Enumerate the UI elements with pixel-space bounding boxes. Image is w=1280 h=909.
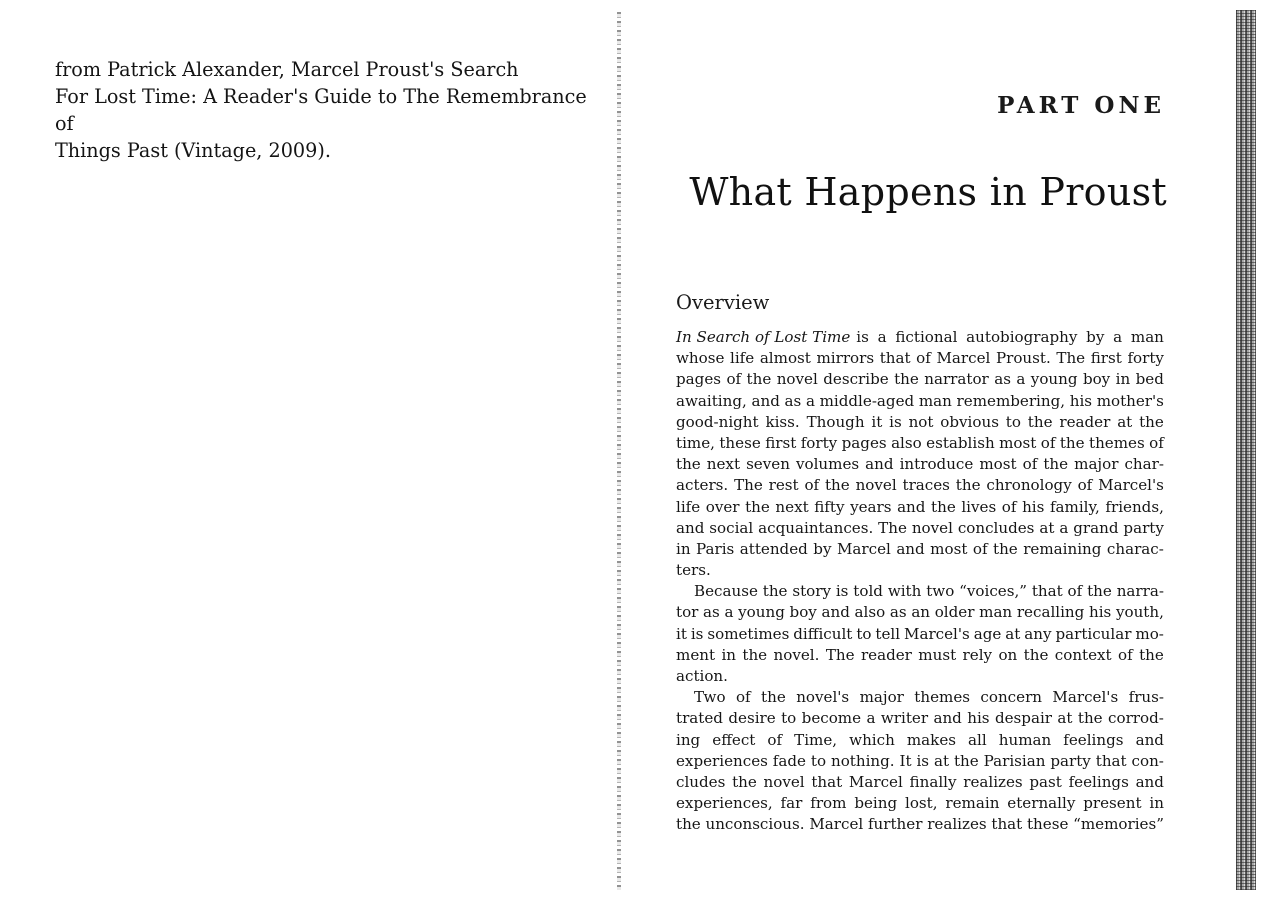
- word: man: [1130, 328, 1164, 346]
- word: at: [1117, 412, 1133, 431]
- word: most: [979, 455, 1017, 474]
- word: to: [781, 709, 797, 728]
- citation-note: [55, 56, 600, 164]
- word: eternally: [1007, 794, 1076, 813]
- word: the: [824, 476, 850, 495]
- word: of: [1040, 433, 1056, 452]
- text-line: [676, 814, 1164, 835]
- word: It: [899, 751, 912, 770]
- word: of: [1022, 455, 1038, 474]
- word: concludes: [957, 518, 1035, 537]
- word: describe: [823, 370, 889, 389]
- word: a: [1016, 370, 1026, 389]
- word: man: [918, 391, 952, 410]
- word: themes: [1089, 433, 1145, 452]
- word: mirrors: [816, 349, 875, 368]
- word: novel: [763, 772, 805, 791]
- word: rely: [962, 645, 993, 664]
- citation-line-3: Things Past (Vintage, 2009).: [55, 139, 331, 162]
- text-line: [676, 730, 1164, 751]
- word: finally: [909, 772, 957, 791]
- word: nothing.: [830, 751, 895, 770]
- word: major: [1074, 455, 1119, 474]
- word: most: [999, 433, 1037, 452]
- word: as: [703, 603, 720, 622]
- word: of: [804, 476, 820, 495]
- word: narra-: [1116, 582, 1164, 601]
- word: the: [676, 455, 701, 474]
- word: Marcel's: [904, 624, 970, 643]
- word: Marcel: [848, 772, 903, 791]
- word: charac-: [1106, 539, 1164, 558]
- word: difficult: [793, 624, 853, 643]
- word: The: [878, 518, 907, 537]
- word: next: [775, 497, 809, 516]
- word: being: [854, 794, 898, 813]
- word: story: [792, 582, 831, 601]
- word: friends,: [1105, 497, 1164, 516]
- word: of: [1149, 433, 1164, 452]
- text-line: [676, 369, 1164, 390]
- word: “memories”: [1073, 815, 1164, 834]
- word: as: [889, 603, 907, 622]
- word: these: [719, 433, 761, 452]
- word: tell: [875, 624, 901, 643]
- word: tor: [676, 603, 699, 622]
- word: fifty: [814, 497, 845, 516]
- word: is: [856, 328, 869, 346]
- text-line: [676, 433, 1164, 454]
- word: grand: [1073, 518, 1119, 537]
- text-line: [676, 348, 1164, 369]
- word: it: [871, 412, 883, 431]
- word: family,: [1049, 497, 1100, 516]
- word: unconscious.: [705, 815, 805, 834]
- word: the: [1043, 455, 1069, 474]
- word: not: [908, 412, 934, 431]
- word: kiss.: [765, 412, 800, 431]
- word: traces: [902, 476, 950, 495]
- word: con-: [1131, 751, 1164, 770]
- text-line: [676, 539, 1164, 560]
- word: and: [751, 391, 780, 410]
- word: is: [690, 624, 704, 643]
- word: the: [1027, 412, 1053, 431]
- word: Time,: [794, 730, 838, 749]
- word: first: [1090, 349, 1122, 368]
- word: years: [850, 497, 892, 516]
- word: first: [765, 433, 797, 452]
- word: a: [805, 391, 815, 410]
- word: as: [994, 370, 1011, 389]
- word: it: [676, 624, 687, 643]
- word: Because: [694, 582, 758, 601]
- word: at: [1057, 709, 1073, 728]
- word: novel: [855, 476, 897, 495]
- word: of: [1001, 497, 1017, 516]
- word: become: [801, 709, 862, 728]
- word: with: [887, 582, 922, 601]
- word: at: [1039, 518, 1055, 537]
- citation-line-1: from Patrick Alexander, Marcel Proust's Search: [55, 58, 519, 81]
- text-line: [676, 751, 1164, 772]
- word: and: [1135, 772, 1164, 791]
- text-line: [676, 708, 1164, 729]
- word: the: [1087, 582, 1112, 601]
- word: boy: [789, 603, 817, 622]
- word: Marcel's: [1098, 476, 1164, 495]
- page-edge: [1236, 10, 1256, 890]
- word: obvious: [940, 412, 999, 431]
- word: the: [1139, 645, 1164, 664]
- word: concern: [980, 688, 1043, 707]
- text-line: action.: [676, 667, 728, 685]
- word: of: [735, 688, 751, 707]
- word: bed: [1135, 370, 1164, 389]
- word: any: [1024, 624, 1052, 643]
- body-text: [676, 327, 1164, 836]
- word: from: [810, 794, 847, 813]
- word: the: [931, 497, 956, 516]
- text-line: [676, 497, 1164, 518]
- word: older: [934, 603, 975, 622]
- word: Parisian: [983, 751, 1046, 770]
- word: by: [813, 539, 832, 558]
- word: The: [825, 645, 855, 664]
- word: is: [835, 582, 849, 601]
- word: experiences,: [676, 794, 773, 813]
- word: trated: [676, 709, 723, 728]
- word: novel.: [773, 645, 820, 664]
- word: in: [676, 539, 691, 558]
- word: these: [1026, 815, 1069, 834]
- word: lost,: [905, 794, 938, 813]
- text-line: [676, 645, 1164, 666]
- word: social: [709, 518, 754, 537]
- word: of: [972, 539, 988, 558]
- word: Though: [806, 412, 865, 431]
- word: acters.: [676, 476, 729, 495]
- word: past: [1029, 772, 1062, 791]
- word: “voices,”: [959, 582, 1027, 601]
- word: middle-aged: [819, 391, 915, 410]
- word: the: [894, 370, 919, 389]
- word: of: [767, 730, 783, 749]
- word: next: [706, 455, 741, 474]
- word: fade: [772, 751, 806, 770]
- word: of: [1118, 645, 1133, 664]
- text-line: [676, 793, 1164, 814]
- word: also: [854, 603, 886, 622]
- word: cludes: [676, 772, 726, 791]
- word: reader: [860, 645, 912, 664]
- word: further: [867, 815, 923, 834]
- word: party: [1050, 751, 1091, 770]
- word: youth,: [1115, 603, 1164, 622]
- word: to: [810, 751, 827, 770]
- text-line: [676, 391, 1164, 412]
- word: at: [933, 751, 950, 770]
- word: and: [897, 497, 926, 516]
- word: awaiting,: [676, 391, 747, 410]
- word: on: [998, 645, 1018, 664]
- chapter-title: What Happens in Proust: [689, 170, 1167, 214]
- word: Two: [694, 688, 726, 707]
- word: establish: [926, 433, 995, 452]
- word: realizes: [927, 815, 987, 834]
- word: most: [930, 539, 968, 558]
- word: Marcel: [936, 349, 991, 368]
- word: Marcel: [836, 539, 891, 558]
- word: volumes: [795, 455, 860, 474]
- word: a: [724, 603, 734, 622]
- word: of: [1077, 476, 1093, 495]
- word: feelings: [1068, 772, 1129, 791]
- word: in: [721, 645, 736, 664]
- word: forty: [800, 433, 838, 452]
- word: a: [1059, 518, 1069, 537]
- word: sometimes: [707, 624, 790, 643]
- word: of: [1067, 582, 1083, 601]
- word: frus-: [1128, 688, 1164, 707]
- word: major: [859, 688, 904, 707]
- word: particular: [1055, 624, 1132, 643]
- word: his: [1088, 603, 1112, 622]
- word: the: [732, 772, 757, 791]
- word: his: [1069, 391, 1093, 410]
- word: time,: [676, 433, 715, 452]
- word: in: [1115, 370, 1131, 389]
- word: life: [730, 349, 755, 368]
- word: novel's: [796, 688, 850, 707]
- word: the: [761, 688, 786, 707]
- word: novel: [911, 518, 953, 537]
- word: introduce: [899, 455, 974, 474]
- paragraph-1-line-1: [676, 327, 1164, 348]
- word: chronology: [986, 476, 1072, 495]
- word: remain: [945, 794, 1000, 813]
- word: present: [1083, 794, 1142, 813]
- word: writer: [880, 709, 929, 728]
- word: mo-: [1135, 624, 1164, 643]
- word: man: [979, 603, 1013, 622]
- word: the: [762, 582, 788, 601]
- word: which: [849, 730, 895, 749]
- word: his: [967, 709, 990, 728]
- word: Proust.: [995, 349, 1051, 368]
- word: the: [955, 476, 981, 495]
- word: Paris: [696, 539, 735, 558]
- word: all: [968, 730, 987, 749]
- text-line: ters.: [676, 561, 711, 580]
- word: of: [916, 349, 931, 368]
- word: attended: [739, 539, 808, 558]
- word: realizes: [963, 772, 1023, 791]
- word: by: [1086, 328, 1105, 346]
- word: themes: [914, 688, 971, 707]
- word: and: [865, 455, 894, 474]
- word: a: [1113, 328, 1123, 346]
- word: good-night: [676, 412, 759, 431]
- word: char-: [1124, 455, 1164, 474]
- word: that: [879, 349, 911, 368]
- text-line: [676, 412, 1164, 433]
- word: lives: [961, 497, 997, 516]
- text-line: [856, 327, 1164, 348]
- word: the: [1023, 645, 1049, 664]
- part-label: PART ONE: [997, 92, 1165, 119]
- word: rest: [768, 476, 799, 495]
- word: makes: [906, 730, 956, 749]
- word: forty: [1127, 349, 1164, 368]
- word: that: [1031, 582, 1063, 601]
- word: told: [853, 582, 883, 601]
- text-line: [676, 475, 1164, 496]
- word: that: [811, 772, 843, 791]
- word: and: [1135, 730, 1164, 749]
- book-gutter: [617, 12, 621, 890]
- word: his: [1022, 497, 1045, 516]
- word: far: [780, 794, 803, 813]
- word: a: [866, 709, 876, 728]
- word: to: [1005, 412, 1021, 431]
- word: despair: [994, 709, 1052, 728]
- word: to: [856, 624, 872, 643]
- word: in: [1149, 794, 1164, 813]
- word: context: [1054, 645, 1112, 664]
- word: age: [973, 624, 1002, 643]
- word: the: [1139, 412, 1164, 431]
- word: party: [1123, 518, 1164, 537]
- text-line: [676, 518, 1164, 539]
- word: mother's: [1096, 391, 1164, 410]
- word: remaining: [1023, 539, 1102, 558]
- section-heading: Overview: [676, 291, 770, 314]
- citation-line-2: For Lost Time: A Reader's Guide to The Remembrance of: [55, 85, 587, 135]
- word: human: [998, 730, 1052, 749]
- word: seven: [746, 455, 790, 474]
- word: remembering,: [956, 391, 1066, 410]
- word: effect: [712, 730, 756, 749]
- word: ment: [676, 645, 716, 664]
- word: over: [705, 497, 740, 516]
- word: at: [1005, 624, 1021, 643]
- word: and: [933, 709, 962, 728]
- word: ing: [676, 730, 701, 749]
- word: experiences: [676, 751, 768, 770]
- word: an: [911, 603, 931, 622]
- word: life: [676, 497, 701, 516]
- word: the: [745, 497, 770, 516]
- word: autobiography: [966, 328, 1078, 346]
- text-line: [676, 581, 1164, 602]
- word: young: [738, 603, 785, 622]
- word: novel: [776, 370, 818, 389]
- word: young: [1030, 370, 1078, 389]
- word: Marcel's: [1052, 688, 1119, 707]
- word: the: [1059, 433, 1085, 452]
- word: the: [676, 815, 701, 834]
- word: is: [889, 412, 902, 431]
- text-line: [676, 602, 1164, 623]
- word: the: [746, 370, 772, 389]
- word: must: [918, 645, 957, 664]
- word: fictional: [895, 328, 958, 346]
- word: acquaintances.: [758, 518, 874, 537]
- word: pages: [841, 433, 887, 452]
- word: that: [1095, 751, 1127, 770]
- word: reader: [1059, 412, 1111, 431]
- word: as: [784, 391, 802, 410]
- book-title-italic: In Search of Lost Time: [676, 328, 851, 346]
- word: corrod-: [1108, 709, 1164, 728]
- word: Marcel: [809, 815, 864, 834]
- text-line: [676, 454, 1164, 475]
- word: and: [821, 603, 850, 622]
- word: narrator: [924, 370, 989, 389]
- word: feelings: [1063, 730, 1124, 749]
- word: and: [676, 518, 705, 537]
- word: that: [991, 815, 1023, 834]
- word: the: [1077, 709, 1103, 728]
- word: The: [734, 476, 763, 495]
- text-line: [676, 624, 1164, 645]
- word: boy: [1082, 370, 1111, 389]
- text-line: [676, 772, 1164, 793]
- word: is: [916, 751, 930, 770]
- word: also: [891, 433, 922, 452]
- word: almost: [759, 349, 811, 368]
- word: and: [896, 539, 925, 558]
- word: recalling: [1016, 603, 1085, 622]
- text-line: [676, 687, 1164, 708]
- word: two: [926, 582, 955, 601]
- word: the: [993, 539, 1018, 558]
- word: of: [726, 370, 742, 389]
- word: desire: [728, 709, 776, 728]
- word: a: [877, 328, 887, 346]
- word: the: [953, 751, 979, 770]
- word: The: [1056, 349, 1086, 368]
- word: whose: [676, 349, 725, 368]
- word: pages: [676, 370, 722, 389]
- word: the: [742, 645, 768, 664]
